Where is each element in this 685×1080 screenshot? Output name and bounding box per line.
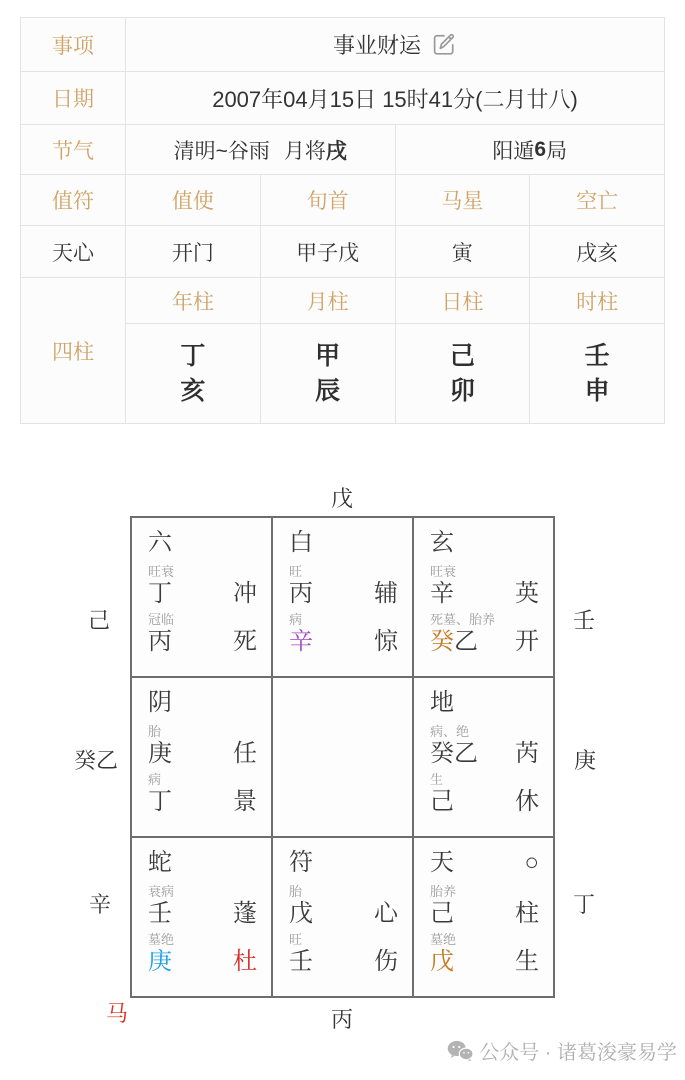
star-label: 蓬 xyxy=(233,900,257,927)
date-value: 2007年04月15日 15时41分(二月廿八) xyxy=(126,72,664,124)
pillar-year xyxy=(126,324,260,423)
pillar-hour xyxy=(530,324,664,423)
earth-stem: 辛 xyxy=(289,628,313,655)
pillar-header-year: 年柱 xyxy=(126,278,260,323)
item-label: 事项 xyxy=(21,18,125,71)
palace-cell-1 xyxy=(132,518,271,676)
heaven-stem: 壬 xyxy=(148,900,172,927)
date-label: 日期 xyxy=(21,72,125,124)
pillar-header-hour: 时柱 xyxy=(530,278,664,323)
state-label: 旺 xyxy=(289,564,303,579)
state-label: 生 xyxy=(430,772,444,787)
star-label: 英 xyxy=(515,580,539,607)
pillar-day xyxy=(396,324,530,423)
horse-marker: 马 xyxy=(105,1001,129,1026)
heaven-stem: 丁 xyxy=(148,580,172,607)
state-label: 胎 xyxy=(289,884,303,899)
officer-header-zhifu: 值符 xyxy=(21,175,125,225)
state-label: 病、绝 xyxy=(430,724,470,739)
officer-header-xunshou: 旬首 xyxy=(261,175,395,225)
nine-palace-grid xyxy=(130,516,555,998)
state-label: 衰病 xyxy=(148,884,175,899)
heaven-stem: 辛 xyxy=(430,580,454,607)
heaven-stem-2: 乙 xyxy=(454,740,478,767)
watermark xyxy=(447,1036,677,1065)
state-label: 胎 xyxy=(148,724,162,739)
wechat-icon xyxy=(447,1040,473,1062)
pillar-day-stem: 己 xyxy=(449,341,475,370)
god-label: 地 xyxy=(430,689,454,716)
dun-number: 6 xyxy=(534,137,547,161)
edit-item-button[interactable] xyxy=(430,31,457,58)
palace-cell-4 xyxy=(132,678,271,836)
god-label: 白 xyxy=(289,529,313,556)
god-label: 符 xyxy=(289,849,313,876)
outer-stem-left-middle: 癸乙 xyxy=(73,748,119,773)
pillar-hour-branch: 申 xyxy=(584,376,610,405)
state-label: 旺衰 xyxy=(430,564,457,579)
pillar-header-month: 月柱 xyxy=(261,278,395,323)
dun-ju-cell xyxy=(396,125,665,174)
earth-stem: 癸 xyxy=(430,628,454,655)
palace-cell-3 xyxy=(414,518,553,676)
officer-value-kongwang: 戌亥 xyxy=(530,226,664,277)
god-label: 六 xyxy=(148,529,172,556)
pillar-day-branch: 卯 xyxy=(449,376,475,405)
earth-stem: 壬 xyxy=(289,948,313,975)
state-label: 旺衰 xyxy=(148,564,175,579)
earth-stem: 戊 xyxy=(430,948,454,975)
pillar-header-day: 日柱 xyxy=(396,278,530,323)
heaven-stem: 己 xyxy=(430,900,454,927)
state-label: 病 xyxy=(148,772,162,787)
pillar-month-branch: 辰 xyxy=(315,376,341,405)
earth-stem: 庚 xyxy=(148,948,172,975)
officer-value-zhifu: 天心 xyxy=(21,226,125,277)
star-label: 冲 xyxy=(233,580,257,607)
dun-suffix: 局 xyxy=(546,139,568,163)
door-label: 生 xyxy=(515,948,539,975)
outer-stem-bottom: 丙 xyxy=(330,1007,354,1032)
state-label: 冠临 xyxy=(148,612,175,627)
door-label: 开 xyxy=(515,628,539,655)
earth-stem-2: 乙 xyxy=(454,628,478,655)
heaven-stem: 癸 xyxy=(430,740,454,767)
info-table xyxy=(20,17,665,424)
watermark-text: 公众号 · 诸葛浚豪易学 xyxy=(479,1042,677,1064)
heaven-stem: 丙 xyxy=(289,580,313,607)
door-label: 休 xyxy=(515,788,539,815)
door-label: 惊 xyxy=(374,628,398,655)
state-label: 病 xyxy=(289,612,303,627)
outer-stem-right-top: 壬 xyxy=(572,608,596,633)
palace-cell-2 xyxy=(273,518,412,676)
officer-header-zhishi: 值使 xyxy=(126,175,260,225)
palace-cell-7 xyxy=(132,838,271,996)
door-label: 景 xyxy=(233,788,257,815)
earth-stem: 丙 xyxy=(148,628,172,655)
dun-prefix: 阳遁 xyxy=(492,139,535,163)
edit-pencil-icon xyxy=(430,31,457,58)
state-label: 墓绝 xyxy=(430,932,457,947)
star-label: 心 xyxy=(374,900,398,927)
door-label: 杜 xyxy=(233,948,257,975)
pillar-month xyxy=(261,324,395,423)
pillar-year-stem: 丁 xyxy=(180,341,206,370)
yuejiang-label: 月将 xyxy=(283,139,326,163)
state-label: 死墓、胎养 xyxy=(430,612,496,627)
officer-value-zhishi: 开门 xyxy=(126,226,260,277)
god-label: 阴 xyxy=(148,689,172,716)
star-label: 芮 xyxy=(515,740,539,767)
heaven-stem: 庚 xyxy=(148,740,172,767)
god-label: 天 xyxy=(430,849,454,876)
star-label: 柱 xyxy=(515,900,539,927)
state-label: 旺 xyxy=(289,932,303,947)
god-label: 玄 xyxy=(430,529,454,556)
outer-stem-right-middle: 庚 xyxy=(573,748,597,773)
solar-term-label: 节气 xyxy=(21,125,125,174)
outer-stem-top: 戊 xyxy=(330,486,354,511)
pillar-year-branch: 亥 xyxy=(180,376,206,405)
empty-circle-marker: ○ xyxy=(524,849,539,876)
door-label: 死 xyxy=(233,628,257,655)
outer-stem-right-bottom: 丁 xyxy=(572,892,596,917)
item-value-cell xyxy=(126,18,664,71)
officer-header-kongwang: 空亡 xyxy=(530,175,664,225)
item-value: 事业财运 xyxy=(332,33,421,58)
door-label: 伤 xyxy=(374,948,398,975)
earth-stem: 丁 xyxy=(148,788,172,815)
palace-cell-6 xyxy=(414,678,553,836)
officer-value-xunshou: 甲子戊 xyxy=(261,226,395,277)
heaven-stem: 戊 xyxy=(289,900,313,927)
yuejiang-value: 戌 xyxy=(325,139,347,163)
outer-stem-left-top: 己 xyxy=(87,608,111,633)
pillar-month-stem: 甲 xyxy=(315,341,341,370)
officer-value-maxing: 寅 xyxy=(396,226,530,277)
state-label: 墓绝 xyxy=(148,932,175,947)
four-pillars-label: 四柱 xyxy=(21,278,125,423)
pillar-hour-stem: 壬 xyxy=(584,341,610,370)
outer-stem-left-bottom: 辛 xyxy=(88,892,112,917)
palace-cell-8 xyxy=(273,838,412,996)
officer-header-maxing: 马星 xyxy=(396,175,530,225)
earth-stem: 己 xyxy=(430,788,454,815)
solar-term-range: 清明~谷雨 xyxy=(173,139,270,163)
solar-term-range-cell xyxy=(126,125,395,174)
palace-cell-center xyxy=(273,678,412,836)
star-label: 辅 xyxy=(374,580,398,607)
god-label: 蛇 xyxy=(148,849,172,876)
palace-cell-9 xyxy=(414,838,553,996)
state-label: 胎养 xyxy=(430,884,457,899)
star-label: 任 xyxy=(233,740,257,767)
